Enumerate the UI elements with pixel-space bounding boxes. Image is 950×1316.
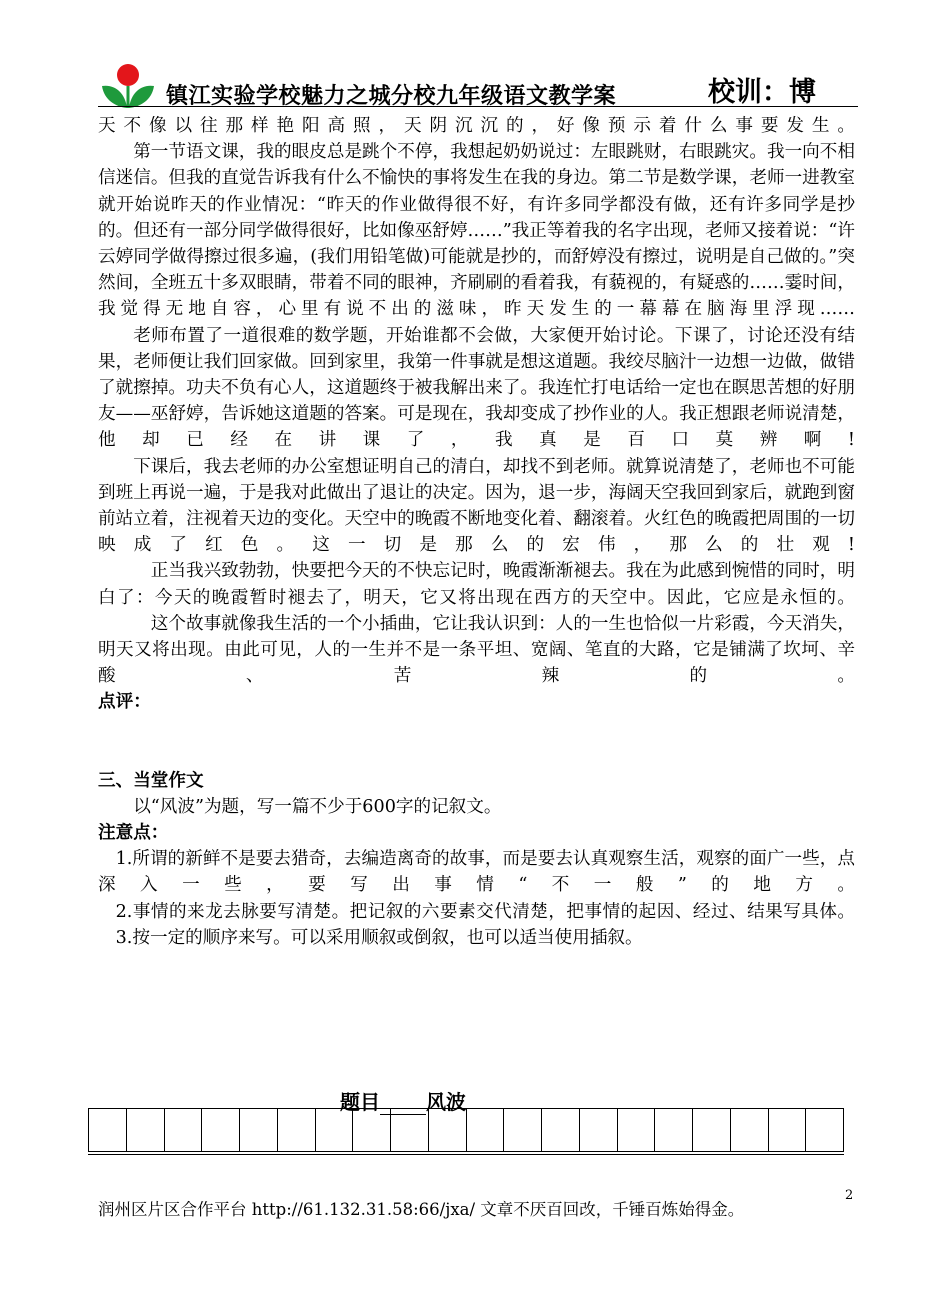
page-header [98, 62, 858, 110]
document-body [98, 113, 855, 951]
grid-cell [806, 1109, 843, 1151]
notes-label: 注意点： [98, 822, 169, 844]
grid-cell [693, 1109, 731, 1151]
composition-grid [88, 1108, 844, 1152]
grid-cell [504, 1109, 542, 1151]
section-heading: 三、当堂作文 [98, 769, 204, 791]
grid-cell [655, 1109, 693, 1151]
composition-prompt: 以“风波”为题，写一篇不少于600字的记叙文。 [133, 796, 502, 817]
comment-blank-line [98, 716, 855, 742]
essay-paragraph: 这个故事就像我生活的一个小插曲，它让我认识到：人的一生也恰似一片彩霞，今天消失，明天又将出现。由此可见，人的一生并不是一条平坦、宽阔、笔直的大路，它是铺满了坎坷、辛酸、苦辣的。 [98, 613, 855, 687]
comment-label: 点评： [98, 691, 151, 713]
topic-text: 风波 [426, 1090, 466, 1114]
grid-cell [769, 1109, 807, 1151]
grid-cell [731, 1109, 769, 1151]
composition-grid-baseline [88, 1154, 844, 1155]
page-number: 2 [845, 1188, 854, 1203]
grid-cell [202, 1109, 240, 1151]
grid-cell [127, 1109, 165, 1151]
school-logo-icon [98, 62, 158, 110]
essay-paragraph: 正当我兴致勃勃，快要把今天的不快忘记时，晚霞渐渐褪去。我在为此感到惋惜的同时，明白了：今天的晚霞暂时褪去了，明天，它又将出现在西方的天空中。因此，它应是永恒的。 [98, 561, 855, 608]
grid-cell [316, 1109, 354, 1151]
header-title: 镇江实验学校魅力之城分校九年级语文教学案 [166, 83, 617, 109]
note-item: 2.事情的来龙去脉要写清楚。把记叙的六要素交代清楚，把事情的起因、经过、结果写具体。 [115, 901, 855, 922]
school-motto: 校训：博 [708, 77, 816, 108]
essay-paragraph: 老师布置了一道很难的数学题，开始谁都不会做，大家便开始讨论。下课了，讨论还没有结果，老师便让我们回家做。回到家里，我第一件事就是想这道题。我绞尽脑汁一边想一边做，做错了就擦掉。功夫不负有心人，这道题终于被我解出来了。我连忙打电话给一定也在瞑思苦想的好朋友——巫舒婷，告诉她这道题的答案。可是现在，我却变成了抄作业的人。我正想跟老师说清楚，他却已经在讲课了，我真是百口莫辨啊! [98, 325, 855, 451]
comment-blank-line [98, 742, 855, 768]
grid-cell [89, 1109, 127, 1151]
essay-paragraph: 天不像以往那样艳阳高照，天阴沉沉的，好像预示着什么事要发生。 [98, 116, 855, 136]
grid-cell [542, 1109, 580, 1151]
footer-text: 润州区片区合作平台 http://61.132.31.58:66/jxa/ 文章不厌百回改，千锤百炼始得金。 [98, 1200, 745, 1219]
essay-paragraph: 第一节语文课，我的眼皮总是跳个不停，我想起奶奶说过：左眼跳财，右眼跳灾。我一向不相信迷信。但我的直觉告诉我有什么不愉快的事将发生在我的身边。第二节是数学课，老师一进教室就开始说昨天的作业情况：“昨天的作业做得很不好，有许多同学都没有做，还有许多同学是抄的。但还有一部分同学做得很好，比如像巫舒婷……”我正等着我的名字出现，老师又接着说：“许云婷同学做得擦过很多遍，(我们用铅笔做)可能就是抄的，而舒婷没有擦过，说明是自己做的。”突然间，全班五十多双眼睛，带着不同的眼神，齐刷刷的看着我，有藐视的，有疑惑的……霎时间，我觉得无地自容，心里有说不出的滋味，昨天发生的一幕幕在脑海里浮现…… [98, 142, 855, 320]
note-item: 1.所谓的新鲜不是要去猎奇，去编造离奇的故事，而是要去认真观察生活，观察的面广一些，点深入一些，要写出事情“不一般”的地方。 [98, 849, 855, 896]
grid-cell [353, 1109, 391, 1151]
topic-label: 题目 [340, 1090, 380, 1114]
grid-cell [165, 1109, 203, 1151]
grid-cell [618, 1109, 656, 1151]
note-item: 3.按一定的顺序来写。可以采用顺叙或倒叙，也可以适当使用插叙。 [115, 927, 643, 948]
grid-cell [391, 1109, 429, 1151]
grid-cell [429, 1109, 467, 1151]
grid-cell [278, 1109, 316, 1151]
grid-cell [240, 1109, 278, 1151]
grid-cell [467, 1109, 505, 1151]
header-rule [98, 106, 858, 107]
essay-paragraph: 下课后，我去老师的办公室想证明自己的清白，却找不到老师。就算说清楚了，老师也不可能到班上再说一遍，于是我对此做出了退让的决定。因为，退一步，海阔天空我回到家后，就跑到窗前站立着，注视着天边的变化。天空中的晚霞不断地变化着、翻滚着。火红色的晚霞把周围的一切映成了红色。这一切是那么的宏伟，那么的壮观! [98, 456, 855, 556]
grid-cell [580, 1109, 618, 1151]
